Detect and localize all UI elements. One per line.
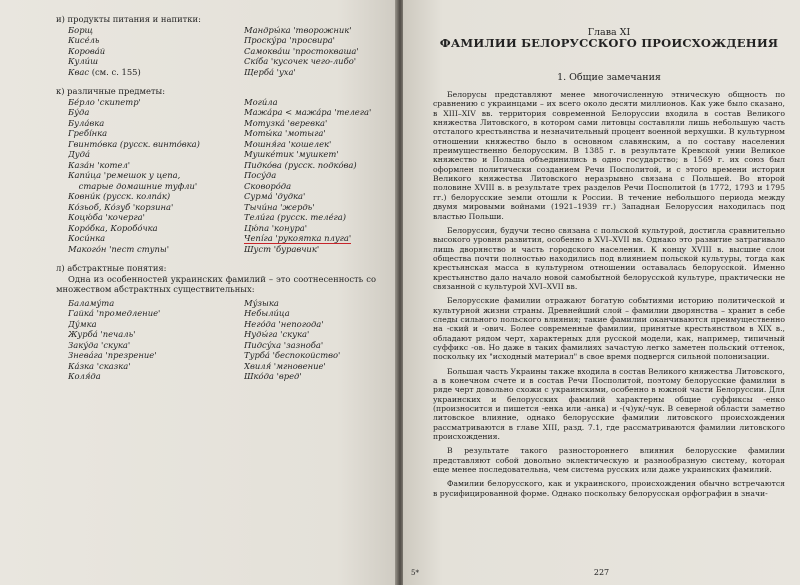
items-item: Мошня́га 'кошелек'	[244, 138, 332, 149]
section-title: 1. Общие замечания	[557, 71, 661, 83]
abstract-item: Баламу́та	[68, 297, 115, 308]
right-page	[403, 0, 800, 585]
abstract-item: Турба́ 'беспокойство'	[244, 350, 341, 360]
items-item: Була́вка	[68, 117, 105, 128]
food-item: Кули́ш	[68, 56, 98, 66]
items-item: Коси́нка	[68, 233, 106, 243]
abstract-item: Небыли́ца	[244, 308, 290, 318]
items-item: Капи́ца 'ремешок у цепа,	[68, 170, 181, 180]
abstract-list	[56, 298, 376, 382]
section-abstract-title: л) абстрактные понятия:	[56, 263, 167, 273]
paragraph: Белорусы представляют менее многочисленную этническую общность по сравнению с украинцами – их всего около десяти миллионов. Как уже было сказано, в XIII–XIV вв. территория современной Белоруссии входила в состав Великого княжества Литовского, в котором сами литовцы составляли лишь небольшую часть отсталого крестьянства и незначительный процент военной верхушки. В культурном отношении княжество было в основном славянским, а по составу населения преимущественно белорусским. В 1385 г. в результате Кревской унии Великое княжество и Польша объединились в одно государство; в 1569 г. их союз был оформлен политически созданием Речи Посполитой, и с этого времени история Великого княжества Литовского неразрывно связана с Польшей. Во второй половине XVIII в. в результате трех разделов Речи Посполитой (в 1772, 1793 и 1795 гг.) белорусские земли отошли к России. В течение небольшого периода между двумя мировыми войнами (1921–1939 гг.) Западная Белоруссия находилась под властью Польши.	[433, 90, 785, 221]
abstract-item: Му́зыка	[244, 297, 279, 308]
food-item: Самоква́ш 'простокваша'	[244, 45, 359, 56]
paragraph: Фамилии белорусского, как и украинского, происхождения обычно встречаются в русифицированной форме. Однако поскольку белорусская орфография в значи-	[433, 479, 785, 498]
abstract-paragraph: Одна из особенностей украинских фамилий – это соотнесенность со множеством абстрактных существительных:	[56, 273, 376, 294]
items-item: Моги́ла	[244, 96, 278, 107]
food-item: Корова́й	[68, 45, 106, 56]
items-item: Посу́да	[244, 170, 277, 180]
abstract-item: Зневáга 'презрение'	[68, 350, 157, 360]
abstract-item: Пидсýха 'зазноба'	[244, 339, 324, 350]
paragraph: Белоруссия, будучи тесно связана с польской культурой, достигла сравнительно высокого уровня развития, особенно в XVI–XVII вв. Однако это развитие затрагивало лишь дворянство и часть городского населения. К концу XVIII в. высшие слои общества почти полностью находились под влиянием польской культуры, тогда как крестьянская масса в культурном отношении оставалась белорусской. Именно крестьянство дало начало новой самобытной белорусской культуре, практически не связанной с культурой XVI–XVII вв.	[433, 225, 785, 291]
left-page-content	[56, 14, 376, 382]
abstract-item: Него́да 'непогода'	[244, 318, 324, 329]
items-item: Бу́да	[68, 107, 90, 117]
section-items-title: к) различные предметы:	[56, 86, 166, 96]
abstract-item: Коля́да	[68, 371, 101, 381]
right-page-content	[433, 8, 785, 503]
food-item: Скі́ба 'кусочек чего-либо'	[244, 56, 357, 66]
items-item-underlined	[244, 233, 394, 244]
items-item: Шуст 'буравчик'	[244, 243, 320, 254]
food-item: Борщ	[68, 24, 93, 35]
left-page	[0, 0, 397, 585]
items-item: Моты́ка 'мотыга'	[244, 128, 326, 138]
items-item: Пидко́ва (русск. подко́ва)	[244, 159, 357, 170]
items-item: Мотузка́ 'веревка'	[244, 117, 328, 128]
abstract-item: Нуды́га 'скука'	[244, 329, 310, 339]
items-item: Каза́н 'котел'	[68, 159, 131, 170]
food-item: Мандры́ка 'творожник'	[244, 24, 352, 35]
abstract-item: Журба́ 'печаль'	[68, 329, 136, 339]
paragraph: В результате такого разностороннего влияния белорусские фамилии представляют собой довольно эклектическую и разнообразную систему, которая еще менее последовательна, чем система русских или даже украинских фамилий.	[433, 446, 785, 475]
items-item: старые домашние туфли'	[68, 180, 198, 191]
paragraph: Большая часть Украины также входила в состав Великого княжества Литовского, а в конечном счете и в состав Речи Посполитой, поэтому белорусские фамилии в ряде черт довольно схожи с украинскими, особенно в южной части Белоруссии. Для украинских и белорусских фамилий характерны общие суффиксы -енко (произносится и пишется -енка или -анка) и -(ч)ук/-чук. В северной области заметно литовское влияние, однако белорусские фамилии литовского происхождения рассматриваются в главе XIII, разд. 7.1, где рассматриваются фамилии литовского происхождения.	[433, 366, 785, 442]
red-underlined-word: Чепíга 'рукоятка плуга'	[244, 233, 352, 243]
food-list	[56, 25, 376, 78]
items-item: Ковни́к (русск. колпа́к)	[68, 191, 171, 201]
items-item: Ко́зьоб, Ко́зуб 'корзина'	[68, 201, 174, 212]
abstract-item: Гайка́ 'промедление'	[68, 308, 161, 318]
page-number: 227	[593, 568, 610, 577]
food-item: Кисе́ль	[68, 35, 100, 45]
items-item: Цю́па 'конура'	[244, 222, 308, 233]
items-item: Тели́га (русск. теле́га)	[244, 212, 347, 222]
items-item: Мушкéтик 'мушкет'	[244, 149, 339, 159]
food-kvas-note: (см. с. 155)	[89, 66, 141, 77]
items-item: Мажа́ра < мажа́ра 'телега'	[244, 107, 372, 117]
items-item: Тычи́на 'жердь'	[244, 201, 315, 212]
items-item: Коцю́ба 'кочерга'	[68, 212, 145, 222]
items-item: Сурма́ 'дудка'	[244, 191, 306, 201]
items-item: Гвинто́вка (русск. винто́вка)	[68, 138, 200, 149]
abstract-item: Заку́да 'скука'	[68, 339, 131, 350]
items-item: Бе́рло 'скипетр'	[68, 96, 141, 107]
food-item: Проску́ра 'просвира'	[244, 35, 335, 45]
corner-mark: 5*	[411, 569, 419, 577]
section-food-title: и) продукты питания и напитки:	[56, 14, 201, 24]
paragraph: Белорусские фамилии отражают богатую событиями историю политической и культурной жизни страны. Древнейший слой – фамилии дворянства – хранит в себе следы сильного польского влияния; такие фамилии оканчиваются преимущественно на -ский и -ович. Более современные фамилии, принятые крестьянством в XIX в., обладают рядом черт, характерных для русской модели, как, например, типичный суффикс -ов. Но даже в таких фамилиях зачастую легко заметен польский оттенок, поскольку их "исходный материал" в свое время подвергся сильной полонизации.	[433, 296, 785, 362]
items-item: Сковоро́да	[244, 180, 292, 191]
items-item: Коро́бка, Коробо́чка	[68, 222, 158, 233]
abstract-item: Ка́зка 'сказка'	[68, 360, 131, 371]
abstract-item: Шко́да 'вред'	[244, 371, 302, 381]
abstract-item: Ду́мка	[68, 318, 97, 329]
items-item: Гребі́нка	[68, 128, 108, 138]
chapter-label: Глава XI	[587, 27, 631, 38]
items-item: Дудá	[68, 149, 90, 159]
items-list	[56, 97, 376, 255]
abstract-item: Хвиля́ 'мгновение'	[244, 360, 326, 371]
chapter-title: ФАМИЛИИ БЕЛОРУССКОГО ПРОИСХОЖДЕНИЯ	[439, 36, 779, 51]
items-item: Макого́н 'пест ступы'	[68, 243, 170, 254]
food-item-kvas	[68, 67, 244, 78]
food-item: Щерба́ 'уха'	[244, 66, 296, 77]
food-kvas-word: Квас	[68, 66, 90, 77]
